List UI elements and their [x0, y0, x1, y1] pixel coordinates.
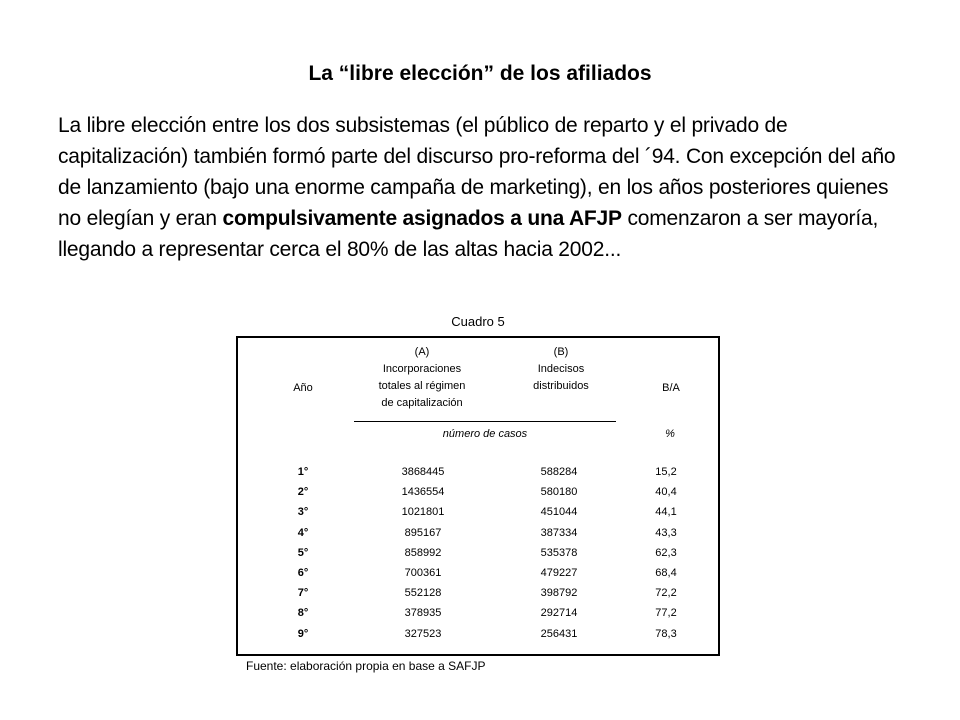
cell-a: 1021801: [401, 506, 445, 519]
cell-ratio: 40,4: [655, 486, 677, 499]
cell-ratio: 77,2: [655, 607, 677, 620]
cell-a: 327523: [404, 627, 442, 640]
table-row: [238, 525, 718, 545]
paragraph-text-2: comenzaron a ser mayoría, llegando a representar cerca el 80% de las altas hacia 2002...: [58, 207, 879, 261]
cell-a: 895167: [404, 526, 442, 539]
header-col-b-line2: distribuidos: [533, 380, 589, 392]
table-caption: Cuadro 5: [451, 314, 505, 329]
cell-ratio: 44,1: [655, 506, 677, 519]
table-row: [238, 504, 718, 524]
cell-year: 2°: [297, 486, 309, 499]
cell-year: 5°: [297, 546, 309, 559]
cell-b: 398792: [540, 587, 578, 600]
table-source-note: Fuente: elaboración propia en base a SAFJP: [246, 659, 486, 673]
cell-b: 256431: [540, 627, 578, 640]
unit-cases-label: número de casos: [442, 428, 528, 440]
cell-ratio: 15,2: [655, 466, 677, 478]
header-year: Año: [293, 382, 313, 394]
cell-b: 292714: [540, 607, 578, 620]
page-title: La “libre elección” de los afiliados: [308, 62, 652, 85]
cell-ratio: 72,2: [655, 587, 677, 600]
cell-a: 858992: [404, 546, 442, 559]
cell-year: 7°: [297, 587, 309, 600]
cell-a: 552128: [404, 587, 442, 600]
header-ratio: B/A: [662, 382, 680, 394]
header-col-a: [348, 344, 496, 412]
cell-year: 4°: [297, 526, 309, 539]
header-col-b-line1: Indecisos: [537, 363, 585, 375]
cell-year: 3°: [297, 506, 309, 519]
table-row: [238, 605, 718, 625]
cell-a: 700361: [404, 566, 442, 579]
cell-year: 8°: [297, 607, 309, 620]
table-row: [238, 585, 718, 605]
cell-b: 588284: [540, 466, 578, 478]
cell-b: 451044: [540, 506, 578, 519]
table-row: [238, 484, 718, 504]
cell-year: 6°: [297, 566, 309, 579]
cell-b: 387334: [540, 526, 578, 539]
data-table: [236, 336, 720, 656]
cell-ratio: 62,3: [655, 546, 677, 559]
cell-b: 535378: [540, 546, 578, 559]
cell-a: 378935: [404, 607, 442, 620]
cell-ratio: 68,4: [655, 566, 677, 579]
table-row: [238, 545, 718, 565]
unit-percent-label: %: [665, 428, 675, 440]
paragraph-bold-text: compulsivamente asignados a una AFJP: [222, 207, 622, 230]
cell-a: 3868445: [401, 466, 445, 478]
header-col-a-line3: de capitalización: [381, 397, 463, 409]
header-col-b-letter: (B): [553, 346, 569, 358]
cell-year: 1°: [297, 466, 309, 478]
table-row: [238, 464, 718, 484]
cell-ratio: 78,3: [655, 627, 677, 640]
header-col-b: [506, 344, 616, 395]
cell-a: 1436554: [401, 486, 445, 499]
paragraph-text-1: La libre elección entre los dos subsistemas (el público de reparto y el privado de capitalización) también formó parte del discurso pro-reforma del ´94. Con excepción del año de lanzamiento (bajo una enorme campaña de marketing), en los años posteriores quienes no elegían y eran: [58, 114, 896, 230]
header-col-a-line1: Incorporaciones: [382, 363, 462, 375]
header-col-a-line2: totales al régimen: [378, 380, 466, 392]
table-row: [238, 565, 718, 585]
cell-b: 580180: [540, 486, 578, 499]
header-divider: [354, 421, 616, 422]
cell-ratio: 43,3: [655, 526, 677, 539]
table-body: [238, 464, 718, 646]
table-row: [238, 626, 718, 646]
header-col-a-letter: (A): [414, 346, 430, 358]
cell-b: 479227: [540, 566, 578, 579]
cell-year: 9°: [297, 627, 309, 640]
body-paragraph: [58, 110, 916, 265]
